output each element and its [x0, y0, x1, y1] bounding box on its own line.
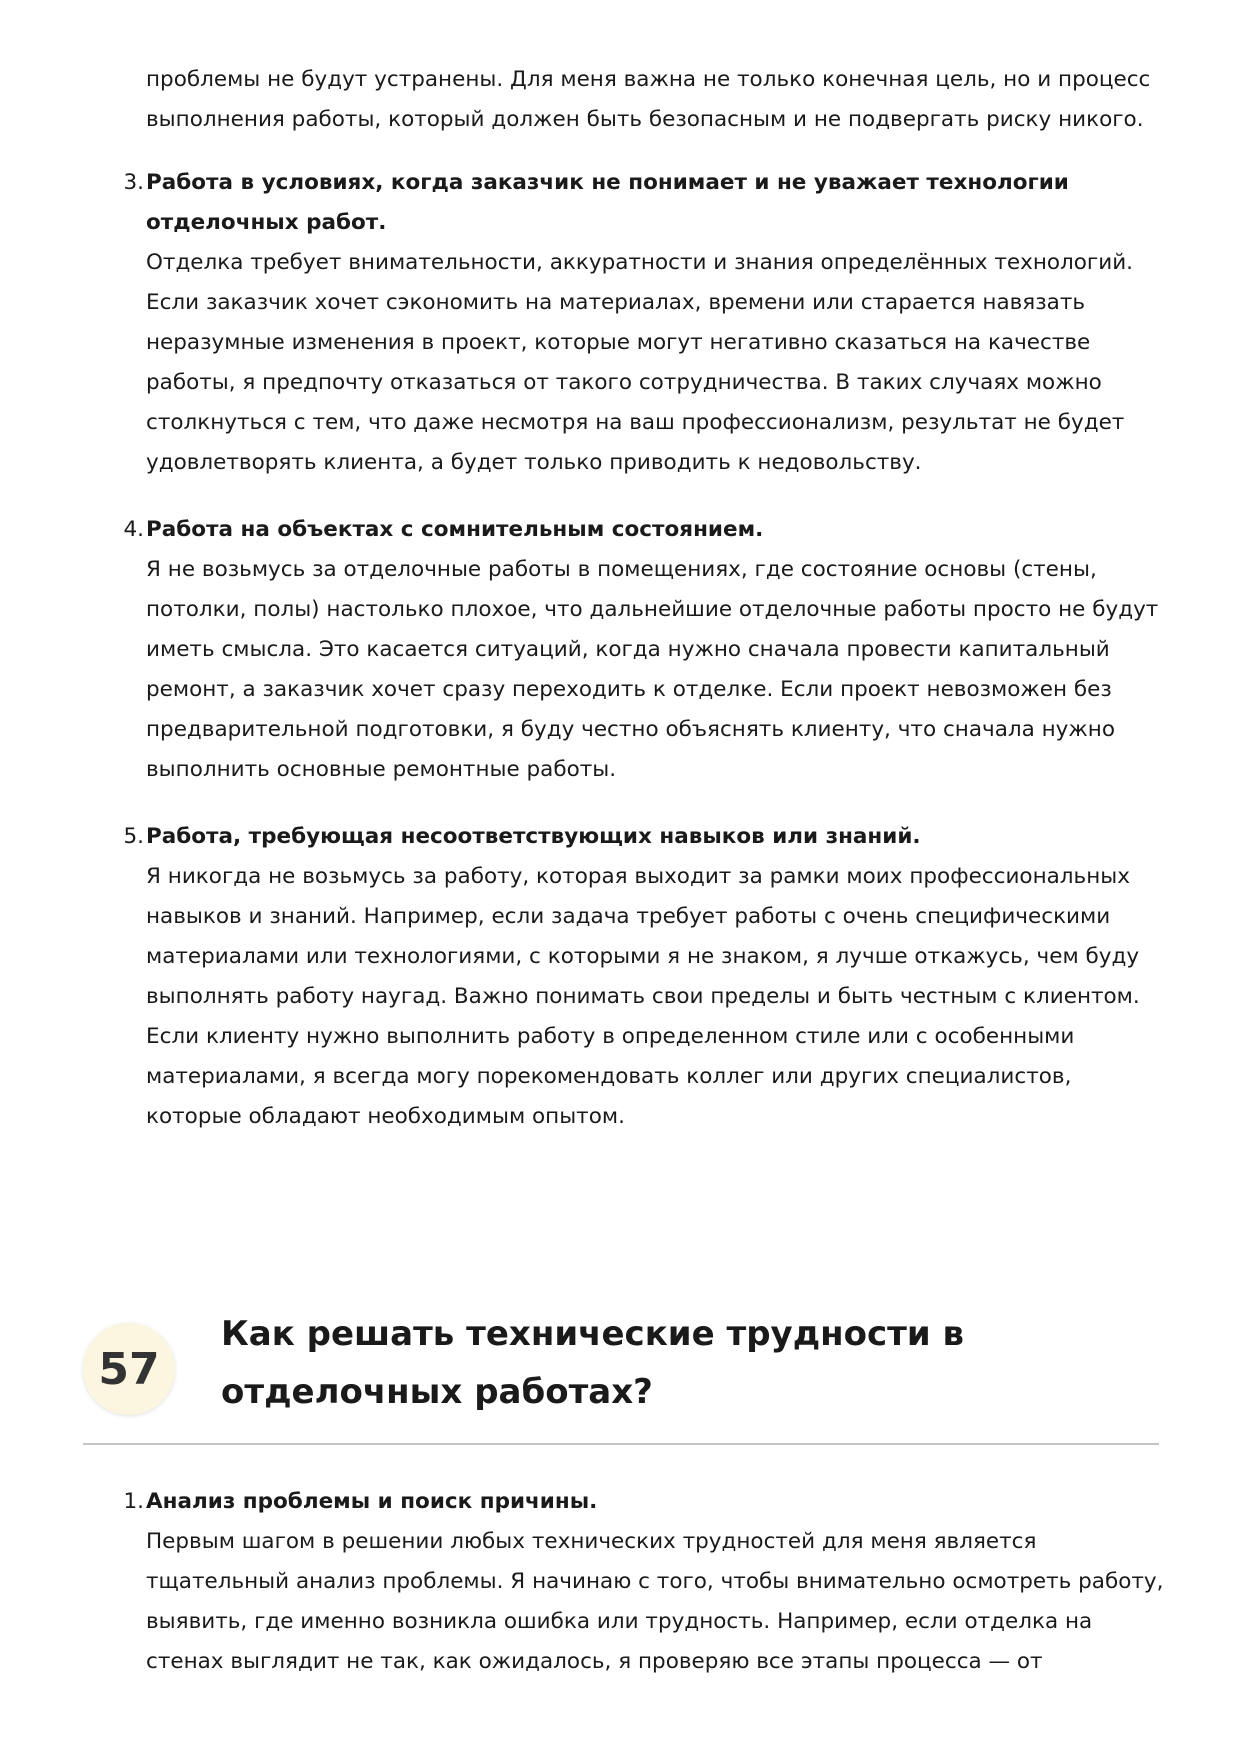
section-number-badge: 57 — [83, 1323, 175, 1415]
list-item-body: Я не возьмусь за отделочные работы в помещениях, где состояние основы (стены, потолки, полы) настолько плохое, что дальнейшие отделочные работы просто не будут иметь смысла. Это касается ситуаций, когда нужно сначала провести капитальный ремонт, а заказчик хочет сразу переходить к отделке. Если проект невозможен без предварительной подготовки, я буду честно объяснять клиенту, что сначала нужно выполнить основные ремонтные работы. — [146, 557, 1159, 782]
list-item-number: 1. — [123, 1489, 144, 1514]
list-item-5 — [123, 817, 1166, 1137]
list-item-title: Работа в условиях, когда заказчик не понимает и не уважает технологии отделочных работ. — [146, 170, 1069, 235]
list-item-4 — [123, 510, 1166, 790]
list-item-3 — [123, 163, 1166, 483]
list-item-title: Работа, требующая несоответствующих навыков или знаний. — [146, 824, 921, 849]
intro-paragraph: проблемы не будут устранены. Для меня важна не только конечная цель, но и процесс выполнения работы, который должен быть безопасным и не подвергать риску никого. — [146, 67, 1151, 132]
list-item-title: Анализ проблемы и поиск причины. — [146, 1489, 598, 1514]
list-item-body: Первым шагом в решении любых технических трудностей для меня является тщательный анализ проблемы. Я начинаю с того, чтобы внимательно осмотреть работу, выявить, где именно возникла ошибка или трудность. Например, если отделка на стенах выглядит не так, как ожидалось, я проверяю все этапы процесса — от — [146, 1529, 1164, 1674]
section-title: Как решать технические трудности в отделочных работах? — [221, 1314, 965, 1412]
list-item-title: Работа на объектах с сомнительным состоянием. — [146, 517, 764, 542]
list-item-number: 3. — [123, 170, 144, 195]
list-item-number: 5. — [123, 824, 144, 849]
list-item-number: 4. — [123, 517, 144, 542]
list-item-1 — [123, 1482, 1166, 1682]
list-item-body: Я никогда не возьмусь за работу, которая выходит за рамки моих профессиональных навыков и знаний. Например, если задача требует работы с очень специфическими материалами или технологиями, с которыми я не знаком, я лучше откажусь, чем буду выполнять работу наугад. Важно понимать свои пределы и быть честным с клиентом. Если клиенту нужно выполнить работу в определенном стиле или с особенными материалами, я всегда могу порекомендовать коллег или других специалистов, которые обладают необходимым опытом. — [146, 864, 1140, 1129]
list-item-body: Отделка требует внимательности, аккуратности и знания определённых технологий. Если заказчик хочет сэкономить на материалах, времени или старается навязать неразумные изменения в проект, которые могут негативно сказаться на качестве работы, я предпочту отказаться от такого сотрудничества. В таких случаях можно столкнуться с тем, что даже несмотря на ваш профессионализм, результат не будет удовлетворять клиента, а будет только приводить к недовольству. — [146, 250, 1134, 475]
section-header — [83, 1305, 1159, 1445]
